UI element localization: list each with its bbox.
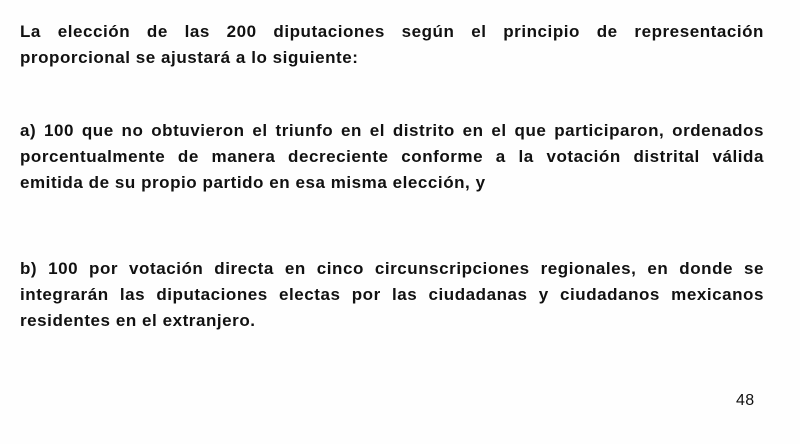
- intro-paragraph: La elección de las 200 diputaciones según el principio de representación proporcional se ajustará a lo siguiente:: [20, 22, 764, 67]
- clause-b-paragraph: b) 100 por votación directa en cinco circunscripciones regionales, en donde se integrarán las diputaciones electas por las ciudadanas y ciudadanos mexicanos residentes en el extranjero.: [20, 259, 764, 330]
- clause-a-paragraph: a) 100 que no obtuvieron el triunfo en el distrito en el que participaron, ordenados porcentualmente de manera decreciente conforme a la votación distrital válida emitida de su propio partido en esa misma elección, y: [20, 121, 764, 192]
- page-number: 48: [736, 392, 755, 409]
